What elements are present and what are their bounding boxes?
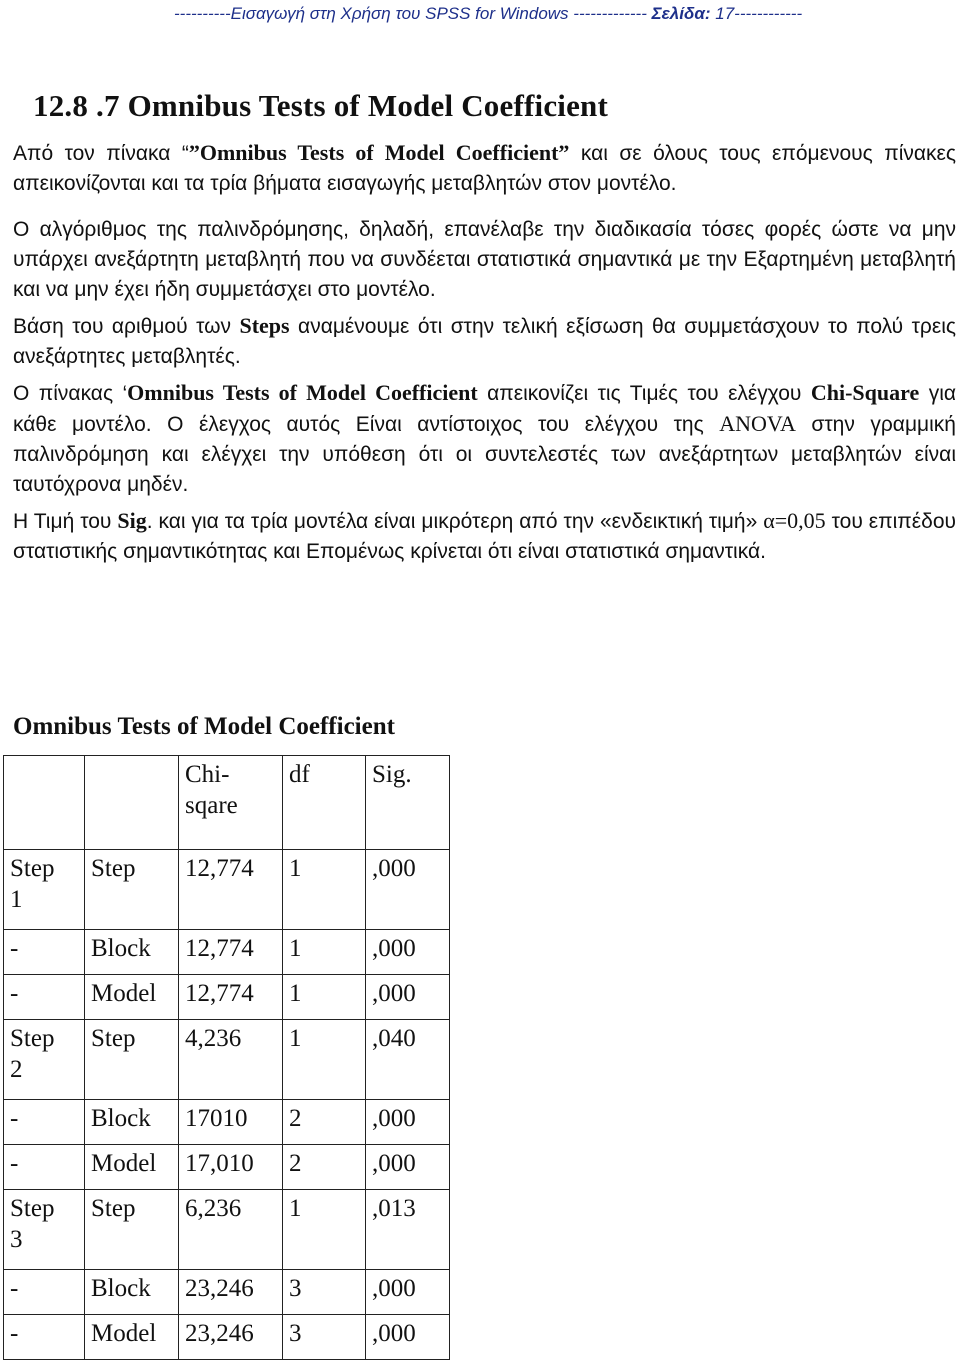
- chi-square-cell: 6,236: [179, 1190, 283, 1270]
- table-row: [4, 975, 450, 1020]
- paragraph-1: [13, 138, 956, 199]
- p3-steps: Steps: [239, 313, 290, 338]
- p5-alpha: α=0,05: [763, 508, 826, 533]
- table-row: [4, 850, 450, 930]
- df-cell: 2: [283, 1145, 366, 1190]
- df-cell: 1: [283, 1020, 366, 1100]
- table-row: [4, 930, 450, 975]
- sig-cell: ,013: [366, 1190, 450, 1270]
- p4-table-name: Omnibus Tests of Model Coefficient: [127, 380, 478, 405]
- df-cell: 1: [283, 975, 366, 1020]
- test-cell: Model: [85, 1145, 179, 1190]
- step-cell: -: [4, 1100, 85, 1145]
- chi-square-cell: 23,246: [179, 1315, 283, 1360]
- p5-text-a: Η Τιμή του: [13, 510, 118, 533]
- chi-square-cell: 12,774: [179, 975, 283, 1020]
- p2-text: Ο αλγόριθμος της παλινδρόμησης, δηλαδή, επανέλαβε την διαδικασία τόσες φορές ώστε να μην υπάρχει ανεξάρτητη μεταβλητή που να συνδέεται στατιστικά σημαντικά με την Εξαρτημένη μεταβλητή και να μην έχει ήδη συμμετάσχει στο μοντέλο.: [13, 218, 956, 301]
- p1-table-name: ”Omnibus Tests of Model Coefficient”: [188, 140, 570, 165]
- sig-cell: ,000: [366, 850, 450, 930]
- p3-text-a: Βάση του αριθμού των: [13, 315, 240, 338]
- p5-text-c: . και για τα τρία μοντέλα είναι μικρότερη από την «ενδεικτική τιμή»: [146, 510, 764, 533]
- step-cell: -: [4, 930, 85, 975]
- p4-text-c: απεικονίζει τις Τιμές του ελέγχου: [477, 382, 811, 405]
- step-cell: -: [4, 1315, 85, 1360]
- chi-square-cell: 4,236: [179, 1020, 283, 1100]
- df-cell: 1: [283, 850, 366, 930]
- df-cell: 1: [283, 930, 366, 975]
- body-text: [13, 138, 956, 567]
- df-cell: df: [283, 756, 366, 850]
- p5-sig: Sig: [117, 508, 147, 533]
- df-cell: 1: [283, 1190, 366, 1270]
- sig-cell: ,000: [366, 1270, 450, 1315]
- table-row: [4, 1145, 450, 1190]
- sig-cell: ,000: [366, 1100, 450, 1145]
- test-cell: Block: [85, 930, 179, 975]
- step-cell: -: [4, 1270, 85, 1315]
- chi-square-cell: 23,246: [179, 1270, 283, 1315]
- chi-square-cell: Chi- sqare: [179, 756, 283, 850]
- p1-text-a: Από τον πίνακα “: [13, 142, 189, 165]
- p5-text-e: του επιπέδου στατιστικής σημαντικότητας και Επομένως κρίνεται ότι είναι στατιστικά σημαντικά.: [13, 510, 956, 563]
- df-cell: 2: [283, 1100, 366, 1145]
- p4-text-g: στην γραμμική παλινδρόμηση και ελέγχει την υπόθεση ότι οι συντελεστές των ανεξάρτητων μεταβλητών είναι ταυτόχρονα μηδέν.: [13, 413, 956, 496]
- step-cell: Step 3: [4, 1190, 85, 1270]
- step-cell: -: [4, 975, 85, 1020]
- test-cell: Step: [85, 1190, 179, 1270]
- table-row: [4, 1190, 450, 1270]
- table-row: [4, 1270, 450, 1315]
- section-title: 12.8 .7 Omnibus Tests of Model Coefficient: [33, 88, 609, 123]
- chi-square-cell: 12,774: [179, 850, 283, 930]
- paragraph-5: [13, 506, 956, 567]
- step-cell: -: [4, 1145, 85, 1190]
- chi-square-cell: 12,774: [179, 930, 283, 975]
- chi-square-cell: 17,010: [179, 1145, 283, 1190]
- test-cell: Step: [85, 1020, 179, 1100]
- table-header-row: [4, 756, 450, 850]
- chi-square-cell: 17010: [179, 1100, 283, 1145]
- header-text: ----------Εισαγωγή στη Χρήση του SPSS for Windows -------------: [174, 4, 652, 23]
- step-cell: Step 2: [4, 1020, 85, 1100]
- paragraph-4: [13, 378, 956, 500]
- page-number: 17------------: [710, 4, 803, 23]
- page-label: Σελίδα:: [651, 4, 711, 23]
- df-cell: 3: [283, 1270, 366, 1315]
- p3-text-c: αναμένουμε ότι στην τελική εξίσωση θα συμμετάσχουν το πολύ τρεις ανεξάρτητες μεταβλητές.: [13, 315, 956, 368]
- test-cell: Model: [85, 975, 179, 1020]
- paragraph-2: [13, 215, 956, 305]
- table-row: [4, 1020, 450, 1100]
- test-cell: [85, 756, 179, 850]
- df-cell: 3: [283, 1315, 366, 1360]
- test-cell: Model: [85, 1315, 179, 1360]
- step-cell: Step 1: [4, 850, 85, 930]
- sig-cell: ,000: [366, 1145, 450, 1190]
- sig-cell: ,000: [366, 975, 450, 1020]
- sig-cell: ,000: [366, 1315, 450, 1360]
- p4-anova: ANOVA: [719, 411, 796, 436]
- table-row: [4, 1100, 450, 1145]
- test-cell: Block: [85, 1100, 179, 1145]
- p1-text-c: και σε όλους τους επόμενους πίνακες απεικονίζονται και τα τρία βήματα εισαγωγής μεταβλητών στον μοντέλο.: [13, 142, 957, 195]
- sig-cell: ,000: [366, 930, 450, 975]
- paragraph-3: [13, 311, 956, 372]
- table-row: [4, 1315, 450, 1360]
- sig-cell: Sig.: [366, 756, 450, 850]
- test-cell: Step: [85, 850, 179, 930]
- sig-cell: ,040: [366, 1020, 450, 1100]
- omnibus-table: [3, 755, 450, 1360]
- test-cell: Block: [85, 1270, 179, 1315]
- p4-chi-square: Chi-Square: [810, 380, 920, 405]
- step-cell: [4, 756, 85, 850]
- running-header: [0, 4, 960, 24]
- p4-text-e: για κάθε μοντέλο. Ο έλεγχος αυτός Είναι αντίστοιχος του ελέγχου της: [13, 382, 957, 436]
- table-title: Omnibus Tests of Model Coefficient: [13, 713, 395, 740]
- p4-text-a: Ο πίνακας ‘: [13, 382, 128, 405]
